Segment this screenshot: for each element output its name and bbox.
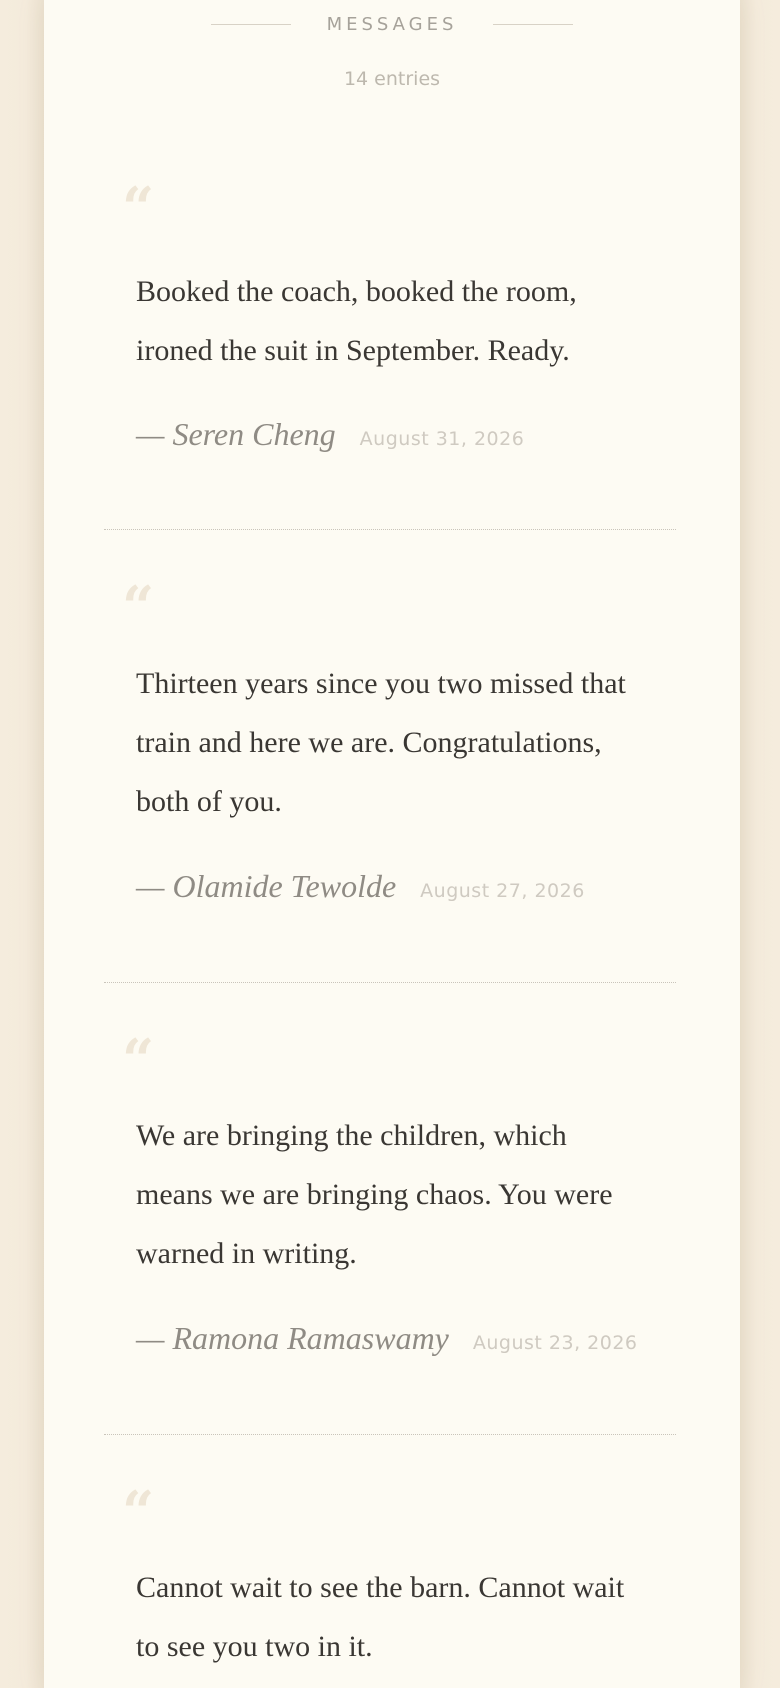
quote-mark-icon: “: [122, 175, 155, 241]
message-author: — Seren Cheng: [136, 416, 336, 452]
message-text: Booked the coach, booked the room, ironed the suit in September. Ready.: [136, 275, 577, 367]
message-entry: [104, 130, 676, 530]
message-entry: [104, 529, 676, 983]
quote-mark-icon: “: [122, 1027, 155, 1093]
page-margin-left: [0, 0, 44, 1688]
message-signature: [136, 1320, 638, 1357]
entries-count: 14 entries: [343, 68, 441, 90]
quote-mark-icon: “: [122, 574, 155, 640]
message-signature: [136, 868, 585, 905]
header-rule-left: [211, 24, 291, 25]
message-date: August 31, 2026: [359, 428, 525, 450]
message-entry: [104, 982, 676, 1435]
messages-panel: [44, 0, 740, 1688]
quote-mark-icon: “: [122, 1479, 155, 1545]
message-text: We are bringing the children, which means we are bringing chaos. You were warned in writing.: [136, 1119, 613, 1270]
messages-header: [44, 0, 740, 110]
message-date: August 23, 2026: [472, 1332, 638, 1354]
message-date: August 27, 2026: [420, 880, 585, 902]
page-margin-right: [740, 0, 780, 1688]
message-signature: [136, 416, 524, 453]
message-text: Cannot wait to see the barn. Cannot wait to see you two in it.: [136, 1571, 625, 1663]
message-author: — Olamide Tewolde: [136, 868, 397, 904]
message-entry: [104, 1434, 676, 1688]
message-author: — Ramona Ramaswamy: [136, 1320, 449, 1356]
header-title-row: [44, 14, 740, 35]
header-title: MESSAGES: [326, 14, 458, 35]
message-text: Thirteen years since you two missed that train and here we are. Congratulations, both of you.: [136, 667, 626, 818]
header-rule-right: [493, 24, 573, 25]
